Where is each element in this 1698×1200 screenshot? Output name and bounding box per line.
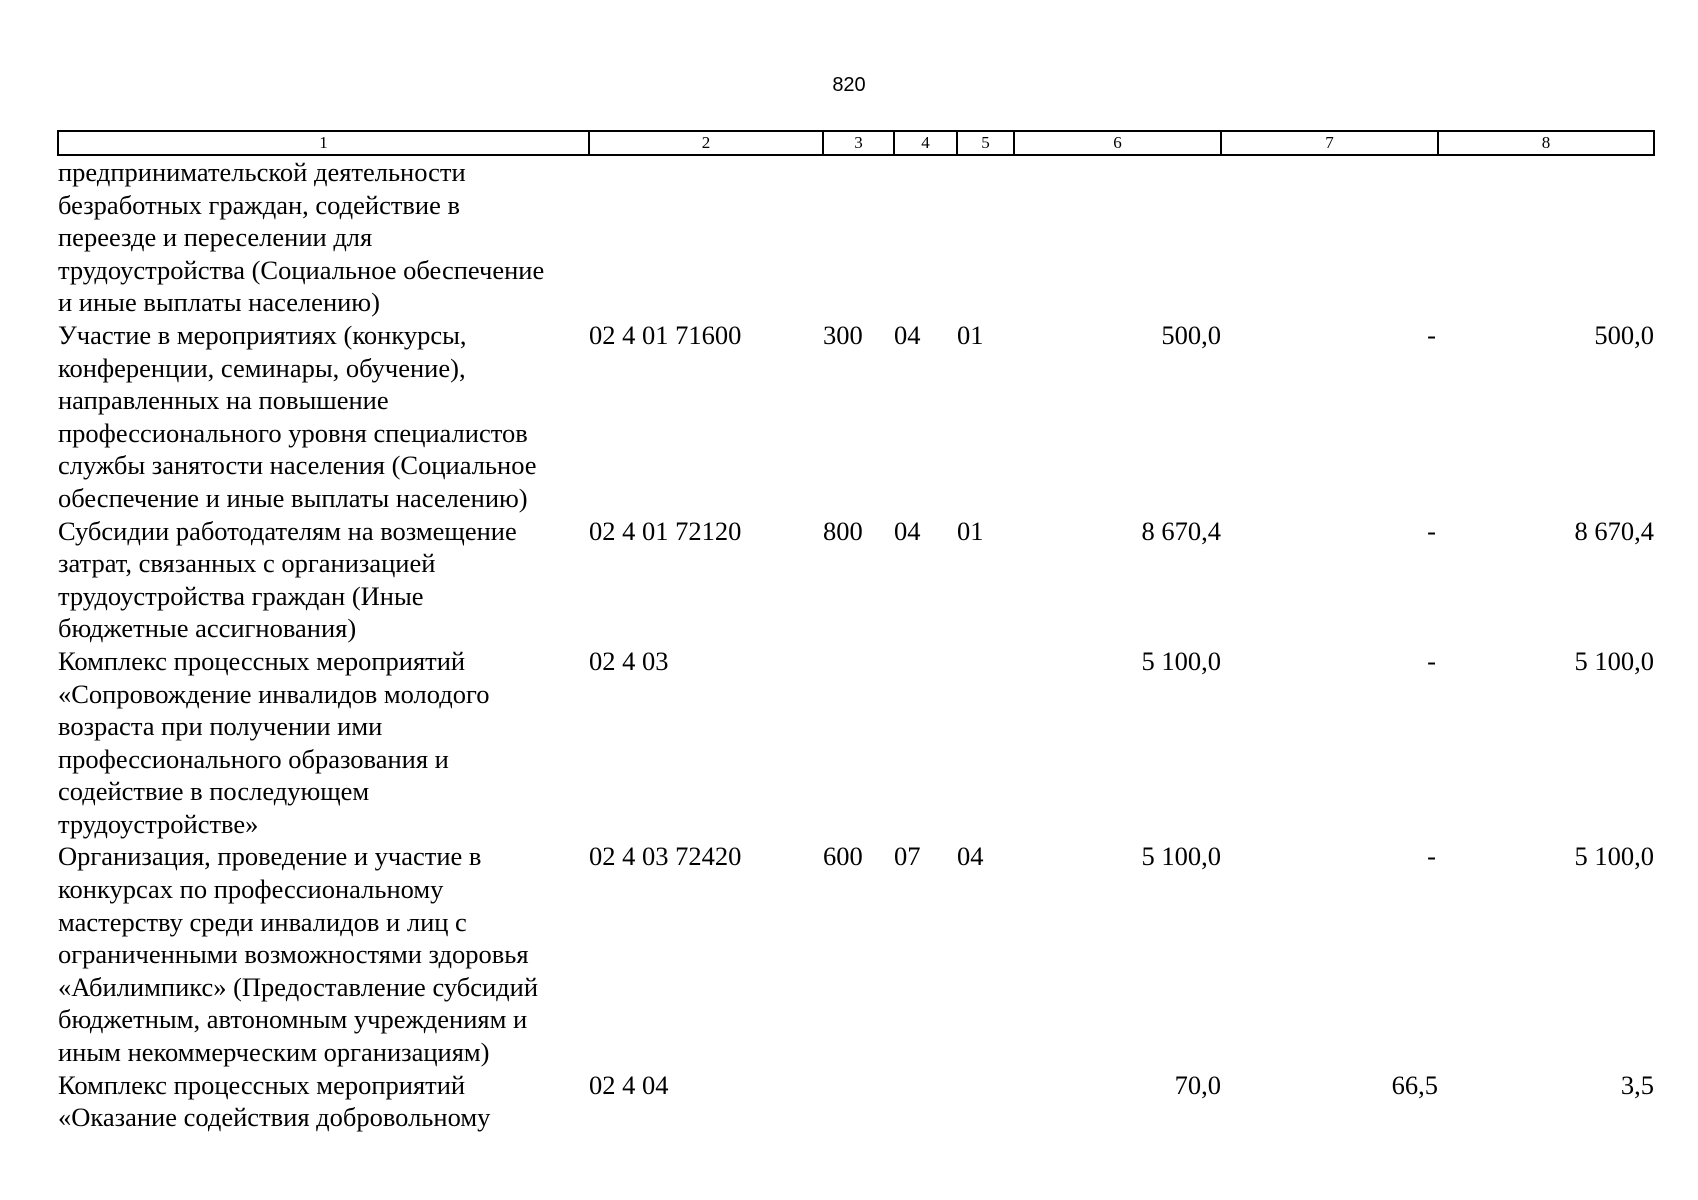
- total-amount-cell: 8 670,4: [1141, 515, 1221, 546]
- regional-amount-cell: [1438, 155, 1654, 319]
- item-name-cell: [58, 515, 589, 645]
- item-name-line: трудоустройстве»: [58, 808, 259, 839]
- regional-amount-cell: 8 670,4: [1574, 515, 1654, 546]
- section-cell: [894, 645, 957, 841]
- section-cell: 04: [894, 319, 921, 350]
- budget-table: [57, 130, 1655, 1134]
- item-name-line: Участие в мероприятиях (конкурсы,: [58, 319, 467, 350]
- table-row: [58, 155, 1654, 319]
- item-name-line: переезде и переселении для: [58, 222, 373, 253]
- expense-type-cell: [823, 155, 894, 319]
- federal-amount-cell: 66,5: [1391, 1069, 1438, 1100]
- item-name-line: ограниченными возможностями здоровья: [58, 939, 529, 970]
- regional-amount-cell: 500,0: [1594, 319, 1654, 350]
- item-name-cell: [58, 1069, 589, 1134]
- page-number: 820: [832, 74, 866, 96]
- column-number-row: [58, 131, 1654, 155]
- column-header: 6: [1014, 131, 1221, 155]
- item-name-line: бюджетным, автономным учреждениям и: [58, 1004, 528, 1035]
- dash-mark: -: [1427, 319, 1436, 350]
- subsection-cell: 01: [957, 319, 984, 350]
- item-name-line: трудоустройства граждан (Иные: [58, 580, 424, 611]
- program-code-cell: 02 4 01 71600: [589, 319, 742, 350]
- dash-mark: -: [1427, 645, 1436, 676]
- regional-amount-cell: 5 100,0: [1574, 645, 1654, 676]
- total-amount-cell: 500,0: [1161, 319, 1221, 350]
- section-cell: 07: [894, 841, 921, 872]
- expense-type-cell: [823, 645, 894, 841]
- column-header: 8: [1438, 131, 1654, 155]
- table-row: [58, 319, 1654, 515]
- item-name-line: конференции, семинары, обучение),: [58, 352, 466, 383]
- program-code-cell: 02 4 01 72120: [589, 515, 742, 546]
- section-cell: 04: [894, 515, 921, 546]
- subsection-cell: 01: [957, 515, 984, 546]
- regional-amount-cell: 5 100,0: [1574, 841, 1654, 872]
- column-header: 5: [957, 131, 1014, 155]
- item-name-line: профессионального образования и: [58, 743, 449, 774]
- table-row: [58, 645, 1654, 841]
- item-name-cell: [58, 645, 589, 841]
- expense-type-cell: 800: [823, 515, 863, 546]
- item-name-cell: [58, 319, 589, 515]
- subsection-cell: [957, 645, 1014, 841]
- total-amount-cell: 5 100,0: [1141, 841, 1221, 872]
- federal-amount-cell: [1221, 515, 1438, 645]
- federal-amount-cell: [1221, 645, 1438, 841]
- program-code-cell: 02 4 03: [589, 645, 669, 676]
- item-name-line: Организация, проведение и участие в: [58, 841, 482, 872]
- item-name-cell: [58, 155, 589, 319]
- federal-amount-cell: [1221, 155, 1438, 319]
- item-name-line: службы занятости населения (Социальное: [58, 450, 537, 481]
- table-row: [58, 515, 1654, 645]
- item-name-line: конкурсах по профессиональному: [58, 874, 444, 905]
- item-name-line: и иные выплаты населению): [58, 287, 380, 318]
- total-amount-cell: 5 100,0: [1141, 645, 1221, 676]
- subsection-cell: 04: [957, 841, 984, 872]
- column-header: 4: [894, 131, 957, 155]
- item-name-line: Комплекс процессных мероприятий: [58, 1069, 466, 1100]
- section-cell: [894, 1069, 957, 1134]
- subsection-cell: [957, 155, 1014, 319]
- table-row: [58, 1069, 1654, 1134]
- item-name-line: «Сопровождение инвалидов молодого: [58, 678, 490, 709]
- federal-amount-cell: [1221, 319, 1438, 515]
- dash-mark: -: [1427, 515, 1436, 546]
- expense-type-cell: 600: [823, 841, 863, 872]
- item-name-line: содействие в последующем: [58, 776, 370, 807]
- column-header: 7: [1221, 131, 1438, 155]
- item-name-line: предпринимательской деятельности: [58, 157, 466, 187]
- table-body: [58, 155, 1654, 1134]
- program-code-cell: [589, 155, 823, 319]
- table-row: [58, 840, 1654, 1068]
- dash-mark: -: [1427, 841, 1436, 872]
- expense-type-cell: 300: [823, 319, 863, 350]
- item-name-line: направленных на повышение: [58, 385, 389, 416]
- subsection-cell: [957, 1069, 1014, 1134]
- item-name-line: мастерству среди инвалидов и лиц с: [58, 906, 467, 937]
- item-name-line: Комплекс процессных мероприятий: [58, 645, 466, 676]
- expense-type-cell: [823, 1069, 894, 1134]
- item-name-line: «Оказание содействия добровольному: [58, 1102, 491, 1133]
- item-name-cell: [58, 840, 589, 1068]
- item-name-line: профессионального уровня специалистов: [58, 417, 528, 448]
- item-name-line: обеспечение и иные выплаты населению): [58, 482, 528, 513]
- column-header: 1: [58, 131, 589, 155]
- column-header: 3: [823, 131, 894, 155]
- item-name-line: «Абилимпикс» (Предоставление субсидий: [58, 971, 539, 1002]
- item-name-line: возраста при получении ими: [58, 711, 383, 742]
- column-header: 2: [589, 131, 823, 155]
- program-code-cell: 02 4 04: [589, 1069, 669, 1100]
- item-name-line: трудоустройства (Социальное обеспечение: [58, 254, 545, 285]
- item-name-line: иным некоммерческим организациям): [58, 1037, 490, 1068]
- section-cell: [894, 155, 957, 319]
- item-name-line: Субсидии работодателям на возмещение: [58, 515, 517, 546]
- item-name-line: безработных граждан, содействие в: [58, 189, 461, 220]
- federal-amount-cell: [1221, 840, 1438, 1068]
- item-name-line: затрат, связанных с организацией: [58, 548, 436, 579]
- item-name-line: бюджетные ассигнования): [58, 613, 357, 644]
- program-code-cell: 02 4 03 72420: [589, 841, 742, 872]
- regional-amount-cell: 3,5: [1620, 1069, 1654, 1100]
- total-amount-cell: 70,0: [1174, 1069, 1221, 1100]
- total-amount-cell: [1014, 155, 1221, 319]
